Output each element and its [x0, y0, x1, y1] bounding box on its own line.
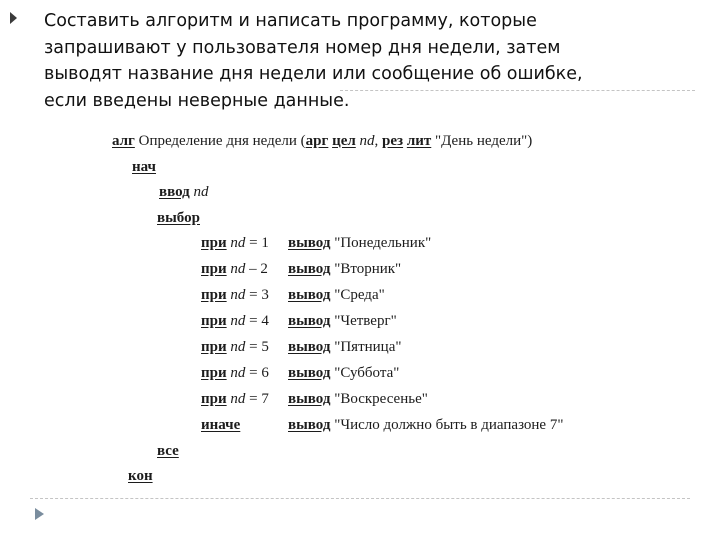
case-var: nd: [230, 287, 246, 303]
else-condition: [201, 416, 240, 434]
case-var: nd: [230, 261, 246, 277]
kw-output: вывод: [288, 261, 331, 277]
kw-when: при: [201, 261, 227, 277]
kw-choice: выбор: [157, 210, 200, 226]
case-result: "Пятница": [334, 339, 402, 355]
case-output: [288, 364, 399, 382]
case-condition: [201, 260, 268, 278]
kw-begin: нач: [132, 159, 157, 175]
task-text: [44, 8, 704, 114]
case-condition: [201, 234, 269, 252]
kw-when: при: [201, 313, 227, 329]
divider-bottom: [30, 498, 690, 499]
result-name: "День недели"): [435, 133, 533, 149]
kw-arg: арг: [305, 133, 329, 149]
kw-else: иначе: [201, 417, 241, 433]
case-value: = 3: [249, 287, 269, 303]
task-line: если введены неверные данные.: [44, 90, 350, 111]
input-var: nd: [193, 184, 209, 200]
case-value: – 2: [249, 261, 268, 277]
case-output: [288, 260, 401, 278]
algorithm-name: Определение дня недели (: [138, 133, 306, 149]
case-condition: [201, 390, 269, 408]
case-value: = 5: [249, 339, 269, 355]
case-condition: [201, 312, 269, 330]
else-output: [288, 416, 563, 434]
task-line: запрашивают у пользователя номер дня недели, затем: [44, 37, 561, 58]
param-comma: ,: [374, 133, 379, 149]
task-line: выводят название дня недели или сообщение об ошибке,: [44, 64, 583, 84]
kw-rez: рез: [382, 133, 404, 149]
kw-alg: алг: [112, 133, 135, 149]
case-result: "Среда": [334, 287, 385, 303]
kw-end: кон: [128, 468, 153, 484]
case-condition: [201, 338, 269, 356]
kw-output: вывод: [288, 417, 331, 433]
kw-output: вывод: [288, 313, 331, 329]
case-output: [288, 286, 385, 304]
case-value: = 1: [249, 235, 269, 251]
kw-output: вывод: [288, 287, 331, 303]
case-result: "Воскресенье": [334, 391, 428, 407]
else-result: "Число должно быть в диапазоне 7": [334, 417, 564, 433]
bullet-arrow-icon: [10, 12, 17, 24]
case-var: nd: [230, 339, 246, 355]
case-var: nd: [230, 313, 246, 329]
bullet-arrow-icon: [35, 508, 44, 520]
end-choice-line: [157, 442, 179, 460]
begin-line: [132, 158, 156, 176]
end-line: [128, 467, 153, 485]
case-output: [288, 312, 397, 330]
kw-lit: лит: [406, 133, 432, 149]
input-line: [159, 183, 209, 201]
algorithm-header: [112, 132, 532, 150]
case-condition: [201, 286, 269, 304]
case-value: = 4: [249, 313, 269, 329]
case-var: nd: [230, 235, 246, 251]
choice-line: [157, 209, 200, 227]
kw-when: при: [201, 287, 227, 303]
case-result: "Вторник": [334, 261, 402, 277]
case-value: = 7: [249, 391, 269, 407]
kw-when: при: [201, 391, 227, 407]
kw-int: цел: [332, 133, 356, 149]
kw-when: при: [201, 339, 227, 355]
case-condition: [201, 364, 269, 382]
task-line: Составить алгоритм и написать программу, которые: [44, 11, 537, 31]
param-nd: nd: [359, 133, 375, 149]
kw-output: вывод: [288, 365, 331, 381]
case-result: "Понедельник": [334, 235, 432, 251]
kw-output: вывод: [288, 235, 331, 251]
case-result: "Суббота": [334, 365, 400, 381]
kw-output: вывод: [288, 391, 331, 407]
kw-end-choice: все: [157, 443, 179, 459]
kw-when: при: [201, 235, 227, 251]
kw-input: ввод: [159, 184, 190, 200]
case-var: nd: [230, 391, 246, 407]
divider-top: [340, 90, 695, 91]
case-output: [288, 338, 402, 356]
case-value: = 6: [249, 365, 269, 381]
case-output: [288, 390, 428, 408]
case-var: nd: [230, 365, 246, 381]
kw-output: вывод: [288, 339, 331, 355]
case-output: [288, 234, 431, 252]
case-result: "Четверг": [334, 313, 397, 329]
kw-when: при: [201, 365, 227, 381]
